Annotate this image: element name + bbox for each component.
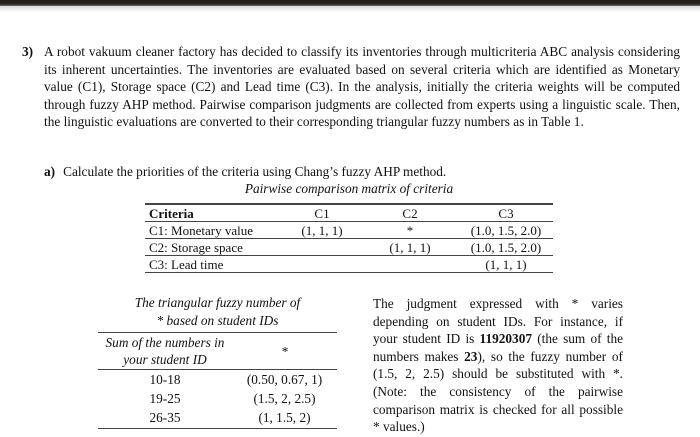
header-star: * bbox=[232, 333, 337, 370]
pairwise-matrix-table bbox=[145, 203, 553, 273]
table-row bbox=[98, 370, 337, 390]
table-row bbox=[98, 408, 337, 429]
header-sum: Sum of the numbers in your student ID bbox=[98, 333, 232, 370]
header-criteria: Criteria bbox=[145, 204, 283, 222]
subquestion-a bbox=[44, 163, 446, 180]
header-c2: C2 bbox=[361, 204, 459, 222]
table-row bbox=[145, 256, 553, 273]
subquestion-text: Calculate the priorities of the criteria using Chang’s fuzzy AHP method. bbox=[63, 164, 447, 179]
table-row bbox=[145, 222, 553, 239]
cell: (1, 1, 1) bbox=[361, 239, 459, 256]
question-number: 3) bbox=[22, 44, 34, 59]
top-shadow bbox=[0, 6, 700, 12]
table-header-row bbox=[98, 333, 337, 370]
cell bbox=[283, 256, 361, 273]
sum-example: 23 bbox=[464, 348, 478, 364]
cell bbox=[283, 239, 361, 256]
question-text: A robot vakuum cleaner factory has decided to classify its inventories through multicriteria ABC analysis considering its inherent uncertainties. The inventories are evaluated based on several criteria which are identified as Monetary value (C1), Storage space (C2) and Lead time (C3). In the analysis, initially the criteria weights will be computed through fuzzy AHP method. Pairwise comparison judgments are collected from experts using a linguistic scale. Then, the linguistic evaluations are converted to their corresponding triangular fuzzy numbers as in Table 1. bbox=[44, 44, 680, 130]
subquestion-label: a) bbox=[44, 164, 56, 179]
fuzzy-cell: (1.5, 2, 2.5) bbox=[253, 391, 316, 406]
note-paragraph: The judgment expressed with * varies depending on student IDs. For instance, if your student ID is 11920307 (the sum of the numbers makes 23), so the fuzzy number of (1.5, 2, 2.5) should be substituted with *. (Note: the consistency of the pairwise comparison matrix is checked for all possible * values.) bbox=[373, 296, 623, 435]
matrix-caption: Pairwise comparison matrix of criteria bbox=[244, 181, 454, 196]
table-header-row bbox=[145, 204, 553, 222]
cell: (1, 1, 1) bbox=[283, 222, 361, 239]
row-label: C1: Monetary value bbox=[145, 222, 283, 239]
row-label: C2: Storage space bbox=[145, 239, 283, 256]
question-paragraph bbox=[22, 43, 680, 131]
cell: (1.0, 1.5, 2.0) bbox=[459, 239, 553, 256]
header-c1: C1 bbox=[283, 204, 361, 222]
table-row bbox=[145, 239, 553, 256]
cell: (1.0, 1.5, 2.0) bbox=[459, 222, 553, 239]
fuzzy-cell: (1, 1.5, 2) bbox=[232, 408, 337, 429]
cell bbox=[361, 256, 459, 273]
cell: * bbox=[361, 222, 459, 239]
student-id-example: 11920307 bbox=[479, 331, 532, 347]
range-cell: 26-35 bbox=[98, 408, 232, 429]
fuzzy-cell: (0.50, 0.67, 1) bbox=[246, 372, 323, 387]
table-row bbox=[98, 389, 337, 408]
fuzzy-table-caption: The triangular fuzzy number of * based on student IDs bbox=[134, 295, 301, 328]
row-label: C3: Lead time bbox=[145, 256, 283, 273]
cell: (1, 1, 1) bbox=[459, 256, 553, 273]
range-cell: 19-25 bbox=[149, 391, 181, 406]
range-cell: 10-18 bbox=[149, 372, 181, 387]
header-c3: C3 bbox=[459, 204, 553, 222]
fuzzy-number-table bbox=[98, 332, 337, 429]
